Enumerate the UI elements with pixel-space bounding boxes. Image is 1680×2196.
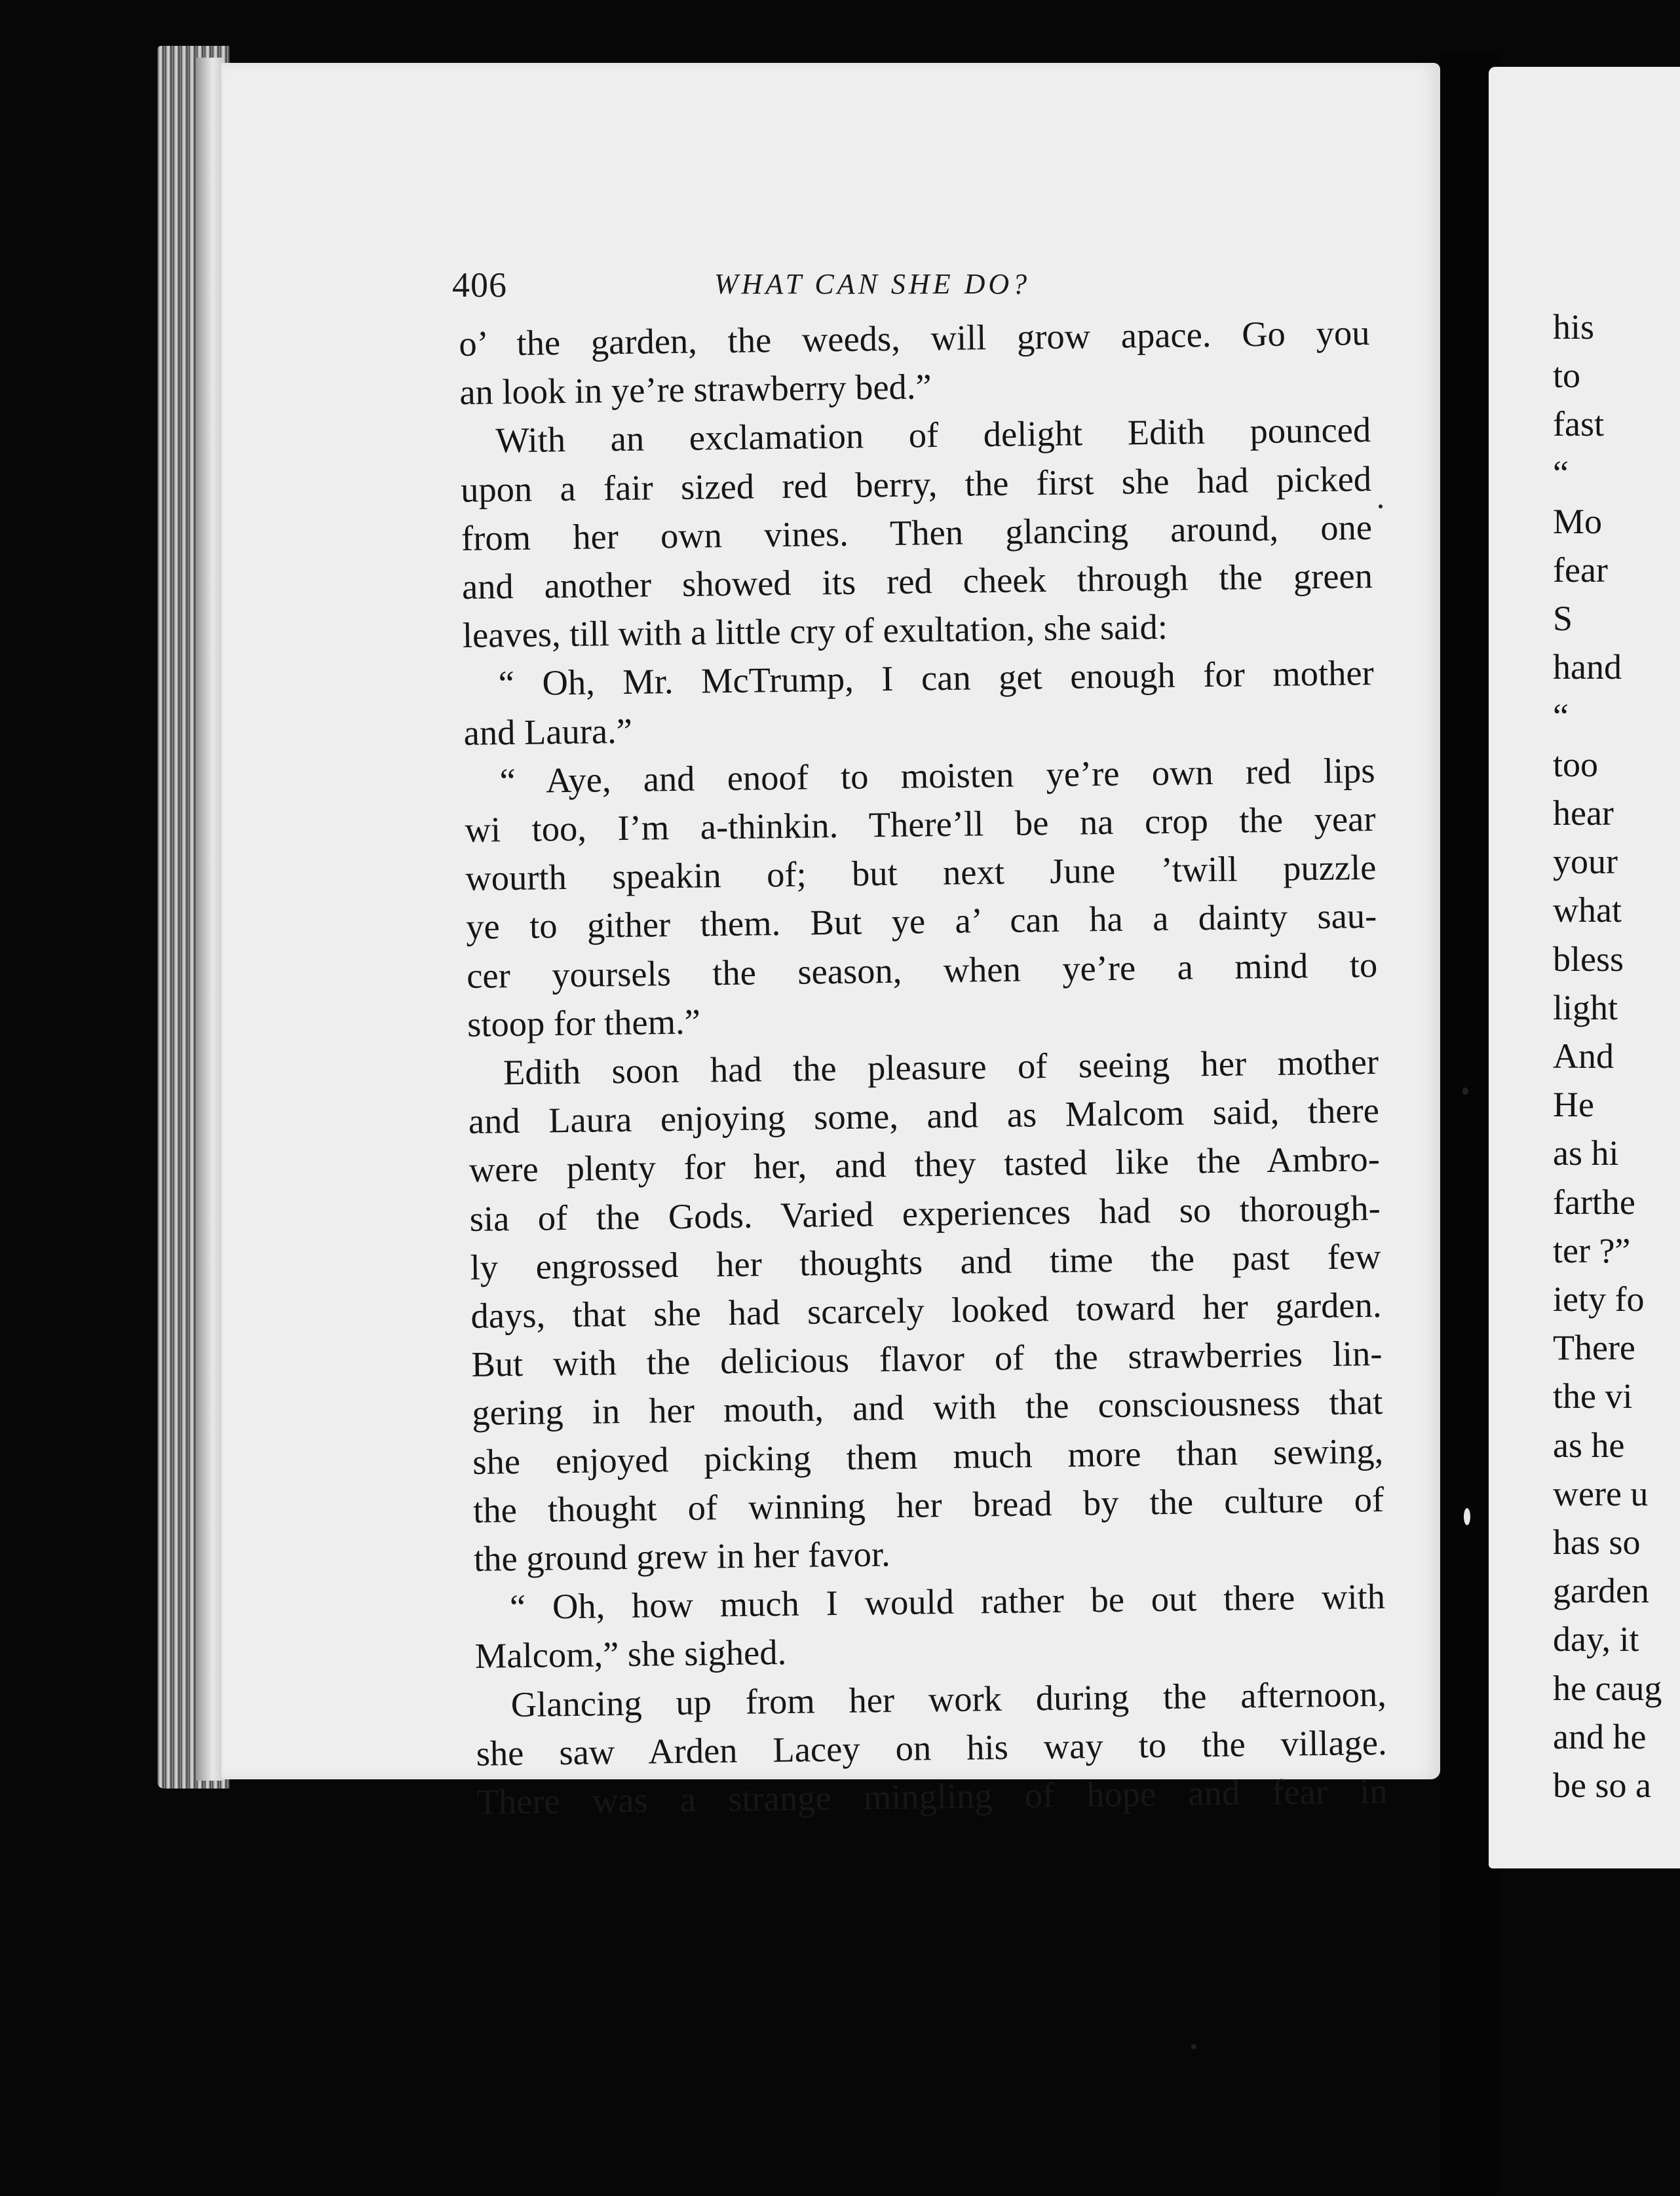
right-text-line: what [1553,890,1622,930]
text-line: were plenty for her, and they tasted like the Ambro- [468,1139,1381,1190]
right-text-line: day, it [1553,1619,1639,1659]
text-line: o’ the garden, the weeds, will grow apace. Go you [459,312,1370,364]
text-line: and Laura enjoying some, and as Malcom said, there [468,1090,1380,1142]
right-text-line: has so [1553,1523,1641,1562]
text-line: wi too, I’m a-thinkin. There’ll be na crop the year [465,798,1376,850]
text-line: gering in her mouth, and with the consciousness that [472,1382,1383,1433]
right-text-line: hear [1553,793,1614,833]
text-line: an look in ye’re strawberry bed.” [459,366,932,413]
right-text-line: and he [1553,1716,1647,1756]
text-line: “ Oh, how much I would rather be out there with [509,1576,1386,1627]
text-line: With an exclamation of delight Edith pounced [495,409,1371,461]
right-text-line: “ [1553,453,1569,493]
right-text-line: the vi [1553,1376,1633,1416]
text-line: Malcom,” she sighed. [474,1632,787,1676]
text-line: ly engrossed her thoughts and time the past few [470,1236,1381,1287]
text-line: she saw Arden Lacey on his way to the village. [476,1722,1388,1773]
right-text-line: bless [1553,939,1624,979]
right-text-line: too [1553,744,1599,784]
right-text-line: as hi [1553,1133,1619,1173]
right-text-line: And [1553,1036,1614,1076]
text-line: she enjoyed picking them much more than sewing, [472,1430,1384,1482]
text-line: and Laura.” [463,710,633,753]
text-line: “ Aye, and enoof to moisten ye’re own red lips [499,749,1375,801]
scan-speck [1191,2044,1196,2049]
text-line: upon a fair sized red berry, the first she had picked [460,458,1372,510]
right-text-line: were u [1553,1473,1649,1513]
right-text-line: “ [1553,696,1569,736]
page-stack-highlight [197,58,223,1781]
scan-speck [1464,1508,1470,1525]
text-line: cer yoursels the season, when ye’re a mind to [466,944,1378,996]
text-line: the ground grew in her favor. [473,1534,891,1579]
text-line: and another showed its red cheek through the green [461,556,1373,607]
right-text-line: his [1553,307,1595,347]
right-text-line: farthe [1553,1182,1635,1222]
text-line: Edith soon had the pleasure of seeing her mother [503,1041,1379,1093]
text-line: sia of the Gods. Varied experiences had so thorough- [469,1187,1381,1239]
right-text-line: Mo [1553,501,1603,541]
text-line: from her own vines. Then glancing around, one [461,506,1373,558]
text-line: the thought of winning her bread by the culture of [472,1479,1384,1530]
scan-speck [1462,1088,1468,1095]
right-text-line: he caug [1553,1668,1662,1708]
right-text-line: He [1553,1085,1594,1125]
running-title: WHAT CAN SHE DO? [714,268,1031,300]
right-text-line: your [1553,842,1618,882]
right-text-line: fear [1553,550,1608,590]
text-line: stoop for them.” [467,1001,701,1044]
text-line: wourth speakin of; but next June ’twill puzzle [465,847,1377,899]
page-number: 406 [452,265,507,305]
right-text-line: iety fo [1553,1279,1645,1319]
text-line: But with the delicious flavor of the strawberries lin- [471,1333,1383,1385]
right-text-line: light [1553,987,1618,1027]
text-line: days, that she had scarcely looked toward her garden. [470,1284,1382,1336]
text-line: ye to gither them. But ye a’ can ha a dainty sau- [465,896,1377,947]
right-text-line: be so a [1553,1766,1651,1806]
text-line: leaves, till with a little cry of exultation, she said: [462,607,1168,656]
text-line: Glancing up from her work during the afternoon, [510,1673,1387,1724]
right-text-line: garden [1553,1571,1649,1611]
right-text-line: fast [1553,404,1604,444]
text-line: “ Oh, Mr. McTrump, I can get enough for mother [498,653,1375,704]
right-page-text-fragment [1553,303,1680,1809]
main-text-block [459,309,1388,1827]
right-text-line: hand [1553,647,1622,687]
right-text-line: S [1553,599,1573,639]
right-text-line: There [1553,1328,1635,1368]
scan-speck [1379,504,1383,508]
right-text-line: ter ?” [1553,1230,1631,1270]
text-line: There was a strange mingling of hope and fear in [476,1770,1388,1822]
right-text-line: as he [1553,1425,1625,1465]
right-text-line: to [1553,356,1581,396]
